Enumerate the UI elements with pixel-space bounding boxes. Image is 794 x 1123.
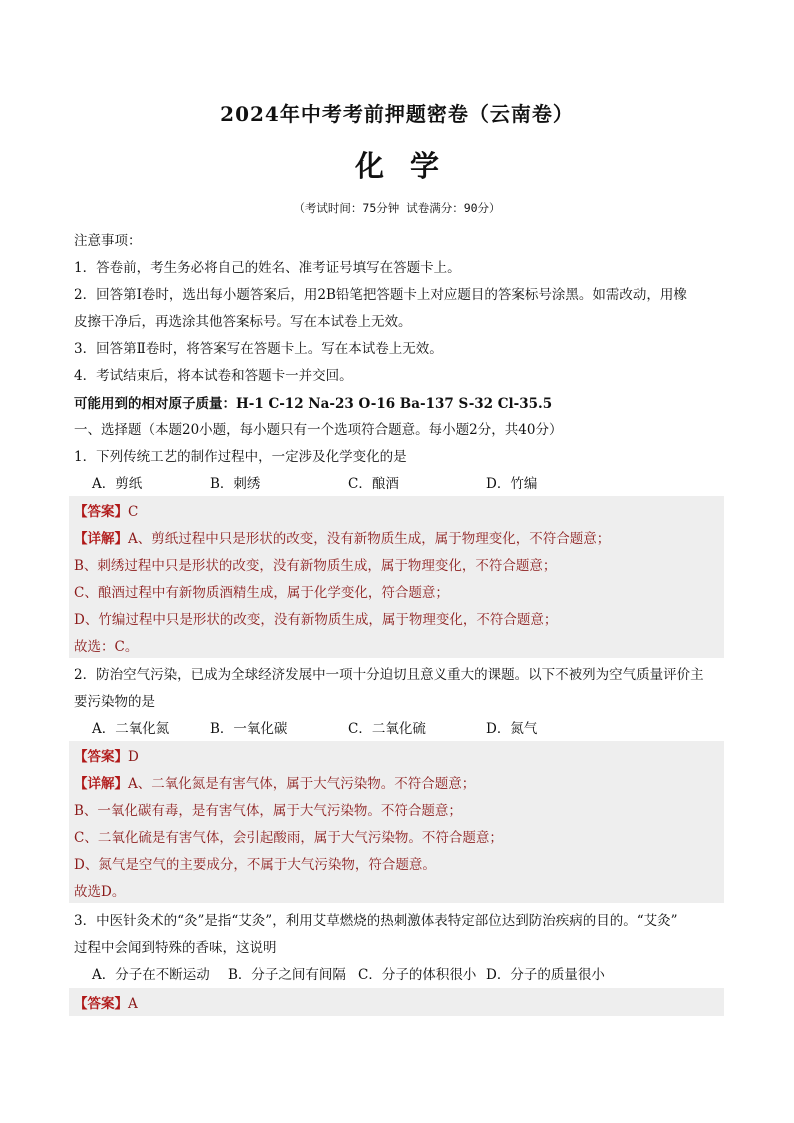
answer-tag: 【答案】 — [74, 504, 128, 520]
q2-option-b: B．一氧化碳 — [210, 721, 288, 737]
answer-tag: 【答案】 — [74, 996, 128, 1012]
answer-value: D — [128, 749, 139, 765]
q2-detail-a — [74, 772, 475, 792]
question-2-stem: 2．防治空气污染，已成为全球经济发展中一项十分迫切且意义重大的课题。以下不被列为空气质量评价主 — [74, 667, 704, 683]
question-3-stem-cont: 过程中会闻到特殊的香味，这说明 — [74, 940, 277, 956]
q1-option-c: C．酿酒 — [348, 476, 399, 492]
q1-option-d: D．竹编 — [486, 476, 538, 492]
page-title: 2024年中考考前押题密卷（云南卷） — [220, 102, 574, 126]
q2-detail-c: C、二氧化硫是有害气体，会引起酸雨，属于大气污染物。不符合题意； — [74, 830, 503, 846]
q1-detail-a — [74, 527, 610, 547]
q3-answer-block — [69, 988, 724, 1016]
subject-title: 化学 — [354, 149, 465, 183]
q1-answer — [74, 500, 138, 520]
detail-text: A、剪纸过程中只是形状的改变，没有新物质生成，属于物理变化，不符合题意； — [128, 531, 611, 547]
q2-option-a: A．二氧化氮 — [92, 721, 170, 737]
detail-tag: 【详解】 — [74, 531, 128, 547]
q2-detail-d: D、氮气是空气的主要成分，不属于大气污染物，符合题意。 — [74, 857, 436, 873]
q3-option-a: A．分子在不断运动 — [92, 967, 210, 983]
q2-detail-b: B、一氧化碳有毒，是有害气体，属于大气污染物。不符合题意； — [74, 803, 462, 819]
q1-conclusion: 故选：C。 — [74, 639, 139, 655]
q3-option-c: C．分子的体积很小 — [358, 967, 477, 983]
q3-option-d: D．分子的质量很小 — [486, 967, 605, 983]
question-1-stem: 1．下列传统工艺的制作过程中，一定涉及化学变化的是 — [74, 449, 407, 465]
notes-heading: 注意事项： — [74, 233, 142, 249]
question-2-stem-cont: 要污染物的是 — [74, 694, 155, 710]
answer-value: C — [128, 504, 139, 520]
atomic-mass-line: 可能用到的相对原子质量：H-1 C-12 Na-23 O-16 Ba-137 S-32 Cl-35.5 — [74, 396, 553, 412]
note-item: 3．回答第Ⅱ卷时，将答案写在答题卡上。写在本试卷上无效。 — [74, 341, 443, 357]
answer-tag: 【答案】 — [74, 749, 128, 765]
exam-info: （考试时间：75分钟 试卷满分：90分） — [293, 201, 501, 215]
note-item: 4．考试结束后，将本试卷和答题卡一并交回。 — [74, 368, 353, 384]
note-item: 皮擦干净后，再选涂其他答案标号。写在本试卷上无效。 — [74, 314, 412, 330]
q1-detail-c: C、酿酒过程中有新物质酒精生成，属于化学变化，符合题意； — [74, 585, 449, 601]
q2-option-d: D．氮气 — [486, 721, 538, 737]
question-3-stem: 3．中医针灸术的“灸”是指“艾灸”，利用艾草燃烧的热刺激体表特定部位达到防治疾病的目的。“艾灸” — [74, 913, 678, 929]
q1-answer-block — [69, 496, 724, 658]
q1-detail-b: B、刺绣过程中只是形状的改变，没有新物质生成，属于物理变化，不符合题意； — [74, 558, 557, 574]
detail-tag: 【详解】 — [74, 776, 128, 792]
q1-detail-d: D、竹编过程中只是形状的改变，没有新物质生成，属于物理变化，不符合题意； — [74, 612, 558, 628]
q1-option-b: B．刺绣 — [210, 476, 261, 492]
q3-answer — [74, 992, 138, 1012]
q2-answer-block — [69, 741, 724, 903]
q2-answer — [74, 745, 139, 765]
answer-value: A — [128, 996, 138, 1012]
q2-option-c: C．二氧化硫 — [348, 721, 426, 737]
section-heading: 一、选择题（本题20小题，每小题只有一个选项符合题意。每小题2分，共40分） — [74, 422, 563, 438]
note-item: 2．回答第Ⅰ卷时，选出每小题答案后，用2B铅笔把答题卡上对应题目的答案标号涂黑。如需改动，用橡 — [74, 287, 687, 303]
detail-text: A、二氧化氮是有害气体，属于大气污染物。不符合题意； — [128, 776, 476, 792]
q1-option-a: A．剪纸 — [92, 476, 143, 492]
q2-conclusion: 故选D。 — [74, 884, 126, 900]
note-item: 1．答卷前，考生务必将自己的姓名、准考证号填写在答题卡上。 — [74, 260, 461, 276]
q3-option-b: B．分子之间有间隔 — [228, 967, 346, 983]
